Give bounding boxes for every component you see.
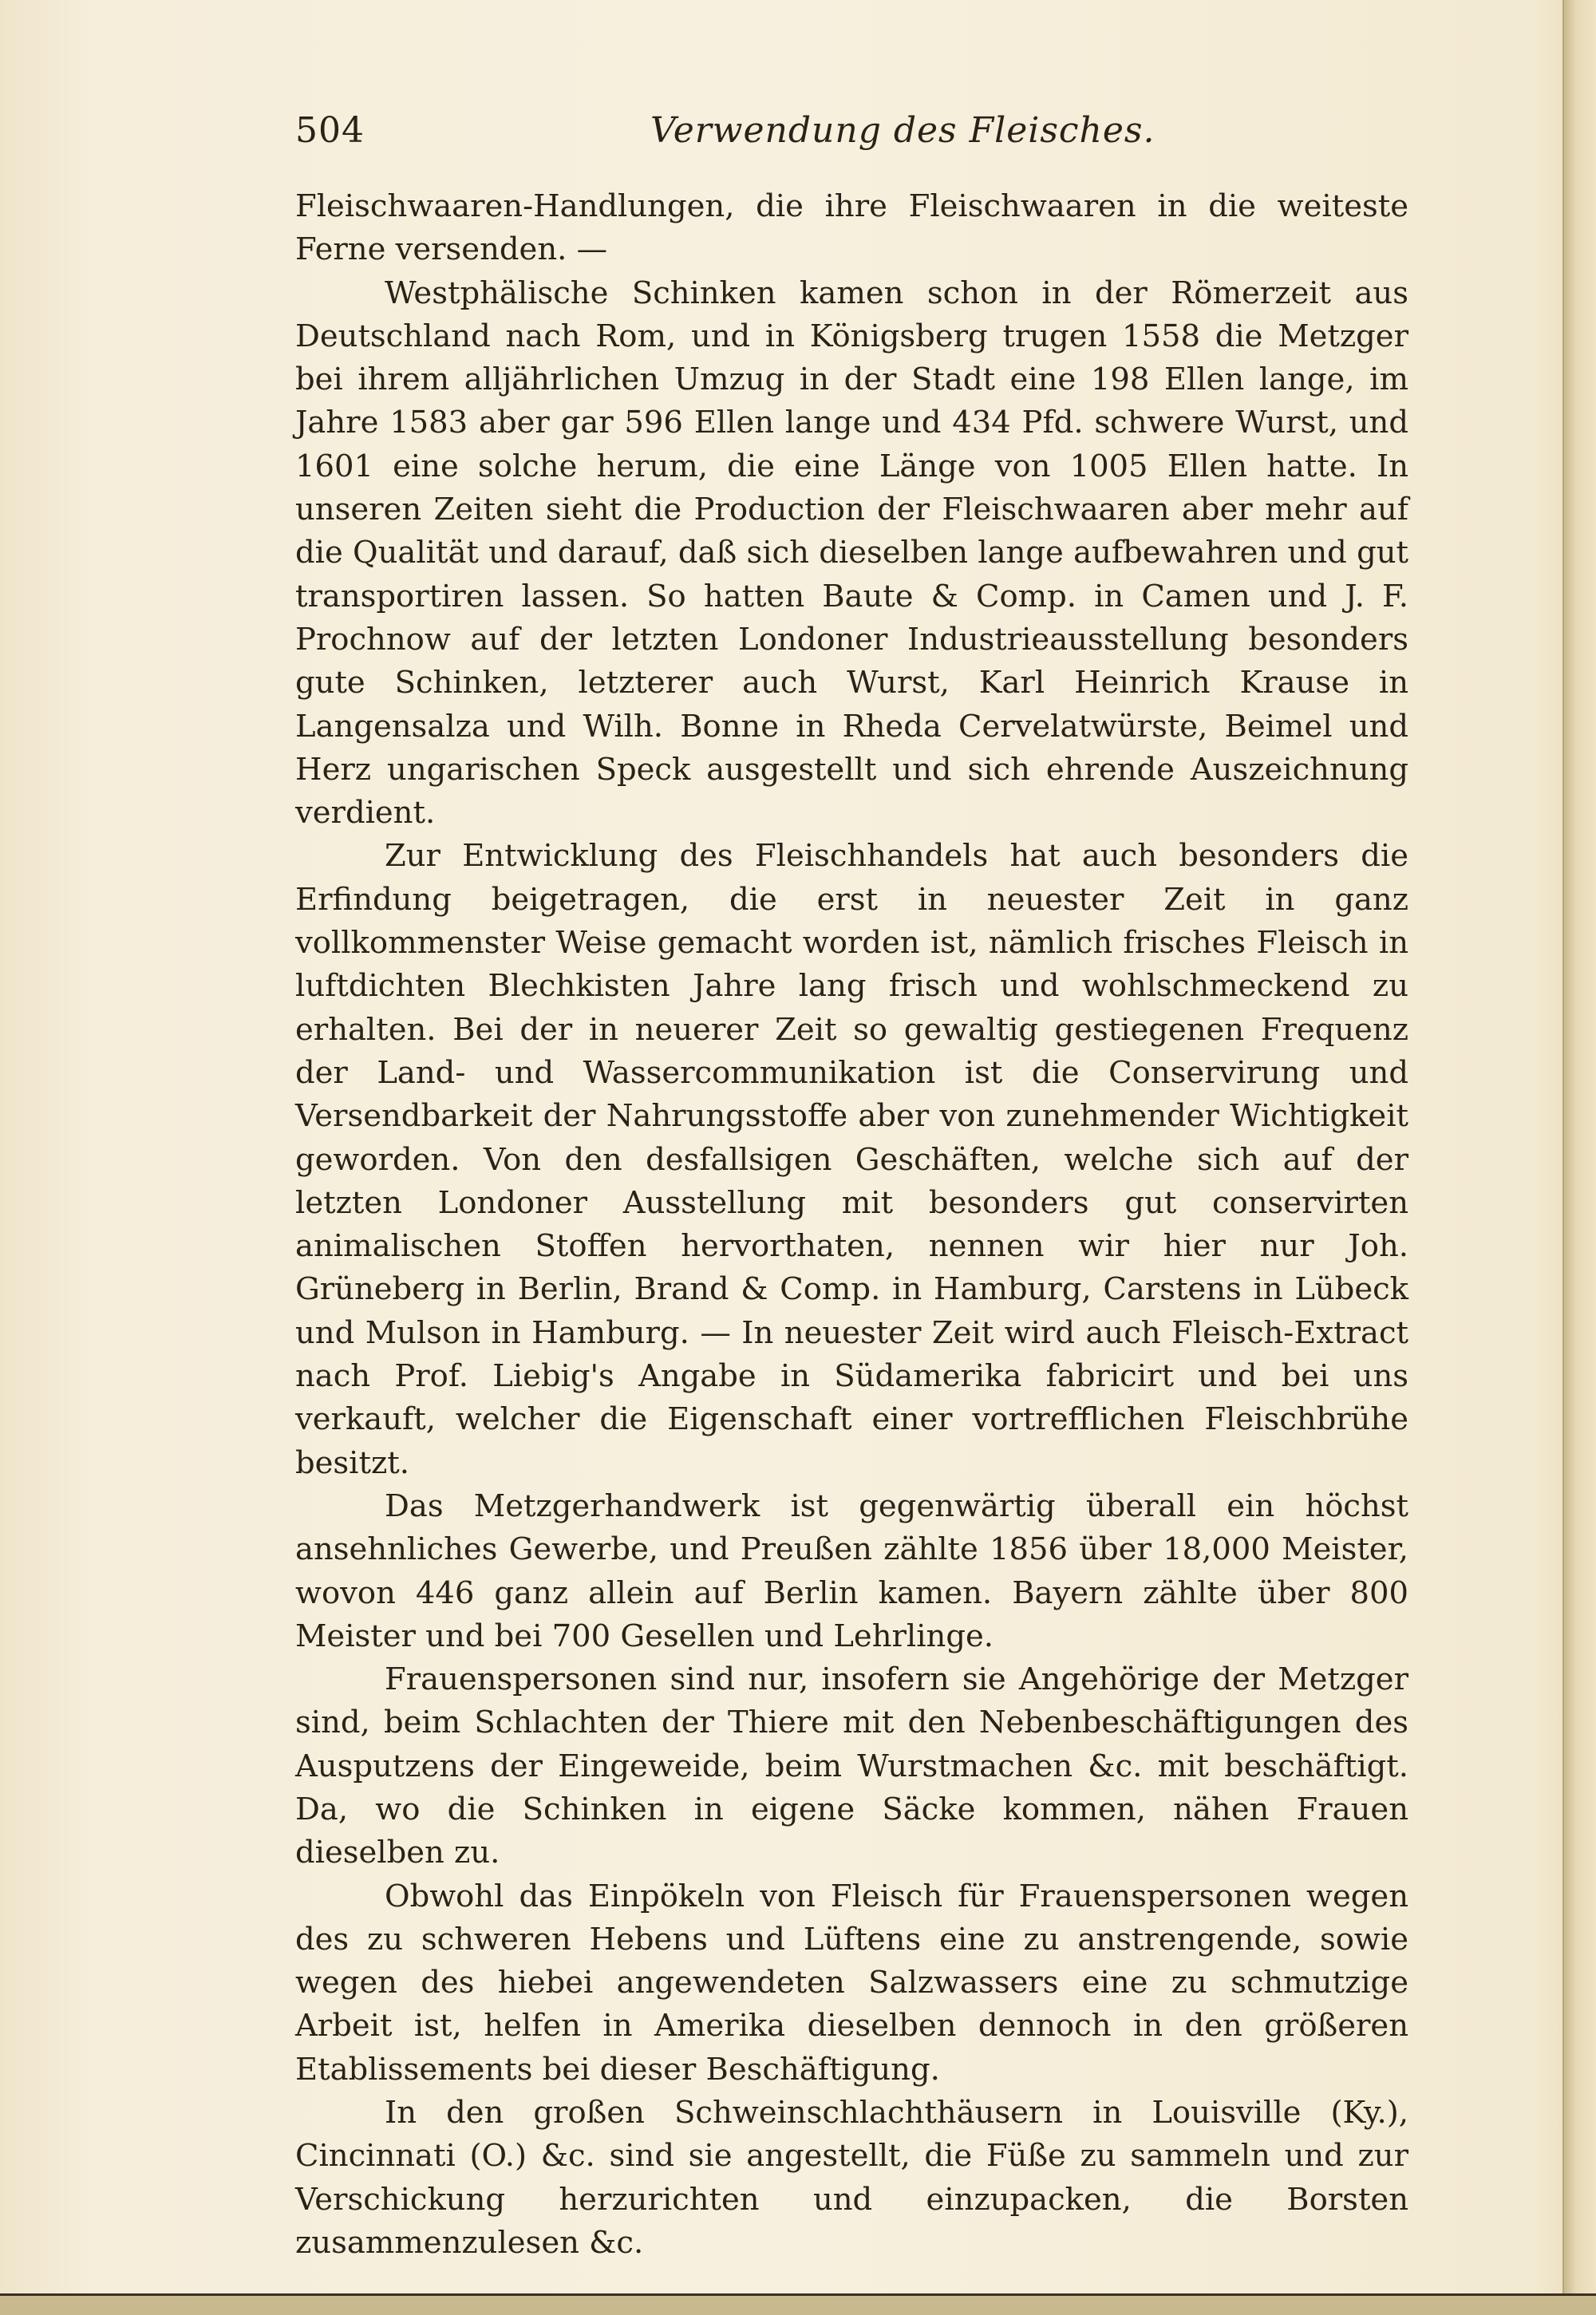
page-header — [295, 110, 1412, 158]
paragraph: In den großen Schweinschlachthäusern in Louisville (Ky.), Cincinnati (O.) &c. sind sie angestellt, die Füße zu sammeln und zur Verschickung herzurichten und einzupacken, die Borsten zusammenzulesen &c. — [295, 2095, 1408, 2261]
paragraph: Westphälische Schinken kamen schon in der Römerzeit aus Deutschland nach Rom, und in Königsberg trugen 1558 die Metzger bei ihrem alljährlichen Umzug in der Stadt eine 198 Ellen lange, im Jahre 1583 aber gar 596 Ellen lange und 434 Pfd. schwere Wurst, und 1601 eine solche herum, die eine Länge von 1005 Ellen hatte. In unseren Zeiten sieht die Production der Fleischwaaren aber mehr auf die Qualität und darauf, daß sich dieselben lange aufbewahren und gut transportiren lassen. So hatten Baute & Comp. in Camen und J. F. Prochnow auf der letzten Londoner Industrieausstellung besonders gute Schinken, letzterer auch Wurst, Karl Heinrich Krause in Langensalza und Wilh. Bonne in Rheda Cervelatwürste, Beimel und Herz ungarischen Speck ausgestellt und sich ehrende Auszeichnung verdient. — [295, 275, 1408, 832]
paragraph: Das Metzgerhandwerk ist gegenwärtig überall ein höchst ansehnliches Gewerbe, und Preußen zählte 1856 über 18,000 Meister, wovon 446 ganz allein auf Berlin kamen. Bayern zählte über 800 Meister und bei 700 Gesellen und Lehrlinge. — [295, 1487, 1408, 1654]
paragraph: Frauenspersonen sind nur, insofern sie Angehörige der Metzger sind, beim Schlachten der Thiere mit den Nebenbeschäftigungen des Ausputzens der Eingeweide, beim Wurstmachen &c. mit beschäftigt. Da, wo die Schinken in eigene Säcke kommen, nähen Frauen dieselben zu. — [295, 1661, 1408, 1871]
page-edge-bottom — [0, 2293, 1596, 2315]
page-edge-right — [1562, 0, 1596, 2315]
paragraph: Obwohl das Einpökeln von Fleisch für Frauenspersonen wegen des zu schweren Hebens und Lüftens eine zu anstrengende, sowie wegen des hiebei angewendeten Salzwassers eine zu schmutzige Arbeit ist, helfen in Amerika dieselben dennoch in den größeren Etablissements bei dieser Beschäftigung. — [295, 1878, 1408, 2088]
running-title: Verwendung des Fleisches. — [650, 110, 1156, 151]
paragraph: Fleischwaaren-Handlungen, die ihre Fleischwaaren in die weiteste Ferne versenden. — — [295, 188, 1408, 268]
page-number: 504 — [295, 110, 365, 151]
paragraph: Zur Entwicklung des Fleischhandels hat auch besonders die Erfindung beigetragen, die erst in neuester Zeit in ganz vollkommenster Weise gemacht worden ist, nämlich frisches Fleisch in luftdichten Blechkisten Jahre lang frisch und wohlschmeckend zu erhalten. Bei der in neuerer Zeit so gewaltig gestiegenen Frequenz der Land- und Wassercommunikation ist die Conservirung und Versendbarkeit der Nahrungsstoffe aber von zunehmender Wichtigkeit geworden. Von den desfallsigen Geschäften, welche sich auf der letzten Londoner Ausstellung mit besonders gut conservirten animalischen Stoffen hervorthaten, nennen wir hier nur Joh. Grüneberg in Berlin, Brand & Comp. in Hamburg, Carstens in Lübeck und Mulson in Hamburg. — In neuester Zeit wird auch Fleisch-Extract nach Prof. Liebig's Angabe in Südamerika fabricirt und bei uns verkauft, welcher die Eigenschaft einer vortrefflichen Fleischbrühe besitzt. — [295, 838, 1408, 1481]
body-text — [295, 185, 1408, 2265]
